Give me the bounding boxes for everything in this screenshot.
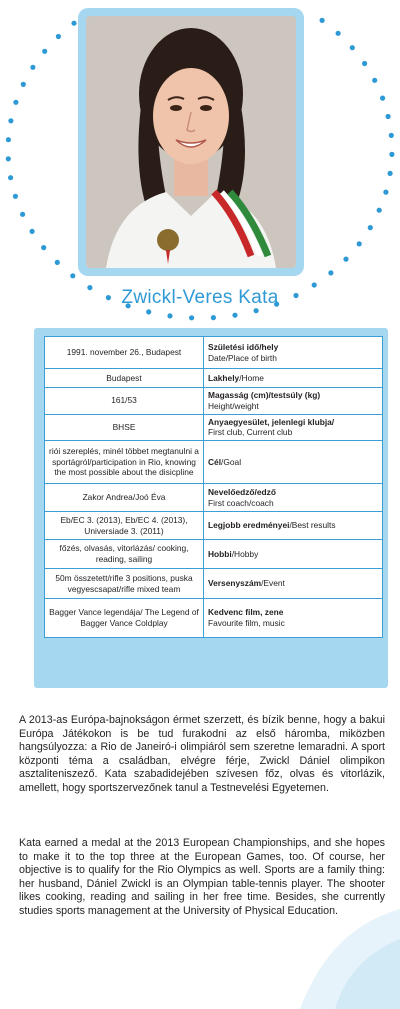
fact-label-hu: Lakhely <box>208 372 240 383</box>
fact-label-en: /Home <box>239 372 264 383</box>
decoration-dot <box>368 225 373 230</box>
decoration-dot <box>8 118 13 123</box>
fact-label-en: /Hobby <box>231 548 259 559</box>
decoration-dot <box>211 315 216 320</box>
fact-value: Zakor Andrea/Joó Éva <box>45 484 204 512</box>
decoration-dot <box>189 315 194 320</box>
fact-row <box>45 512 383 540</box>
decoration-dot <box>55 260 60 265</box>
wave-decoration <box>240 889 400 1009</box>
fact-row <box>45 414 383 441</box>
fact-value: 1991. november 26., Budapest <box>45 337 204 369</box>
fact-value: riói szereplés, minél többet megtanulni a sportágról/participation in Rio, knowing the most possible about the disicpline <box>45 441 204 484</box>
fact-value: Budapest <box>45 369 204 388</box>
fact-label <box>204 388 383 415</box>
fact-label <box>204 369 383 388</box>
fact-row <box>45 540 383 569</box>
decoration-dot <box>13 194 18 199</box>
decoration-dot <box>6 137 11 142</box>
decoration-dot <box>320 18 325 23</box>
fact-row <box>45 599 383 638</box>
athlete-photo <box>86 16 296 268</box>
decoration-dot <box>232 313 237 318</box>
decoration-dot <box>41 245 46 250</box>
fact-label-en: First club, Current club <box>208 427 293 438</box>
fact-row <box>45 369 383 388</box>
decoration-dot <box>167 313 172 318</box>
fact-label-hu: Nevelőedző/edző <box>208 486 276 497</box>
fact-label-hu: Anyaegyesület, jelenlegi klubja/ <box>208 416 335 427</box>
decoration-dot <box>377 208 382 213</box>
decoration-dot <box>343 257 348 262</box>
fact-value: BHSE <box>45 414 204 441</box>
fact-row <box>45 484 383 512</box>
decoration-dot <box>30 65 35 70</box>
fact-label <box>204 441 383 484</box>
fact-label <box>204 569 383 599</box>
bio-hungarian: A 2013-as Európa-bajnokságon érmet szerzett, és bízik benne, hogy a bakui Európa Játékokon is be tud furakodni az első háromba, miközben hangsúlyozza: a Rio de Janeiró-i olimpiáról sem szeretne lemaradni. A sport központi téma a családban, elvégre férje, Zwickl Dániel olimpikon asztaliteniszező. Kata szabadidejében szívesen főz, olvas és vitorlázik, amellett, hogy sportszervezőnek tanul a Testnevelési Egyetemen. <box>19 714 385 794</box>
decoration-dot <box>350 45 355 50</box>
fact-label <box>204 484 383 512</box>
bio-english: Kata earned a medal at the 2013 European Championships, and she hopes to make it to the top three at the European Games, too. Of course, her objective is to qualify for the Rio Olympics as well. Sports are a family thing: her husband, Dániel Zwickl is an Olympian table-tennis player. The shooter likes cooking, reading and sailing in her free time. Besides, she currently studies sports management at the University of Physical Education. <box>19 837 385 917</box>
fact-label-en: Favourite film, music <box>208 618 285 628</box>
decoration-dot <box>29 229 34 234</box>
fact-row <box>45 569 383 599</box>
fact-value: 161/53 <box>45 388 204 415</box>
fact-row <box>45 337 383 369</box>
fact-label <box>204 414 383 441</box>
decoration-dot <box>388 171 393 176</box>
decoration-dot <box>357 241 362 246</box>
fact-label <box>204 512 383 540</box>
decoration-dot <box>21 82 26 87</box>
fact-label-en: First coach/coach <box>208 497 274 508</box>
decoration-dot <box>146 309 151 314</box>
fact-label-hu: Kedvenc film, zene <box>208 607 284 618</box>
fact-value: főzés, olvasás, vitorlázás/ cooking, reading, sailing <box>45 540 204 569</box>
decoration-dot <box>42 49 47 54</box>
athlete-name: Zwickl-Veres Kata <box>121 287 279 308</box>
decoration-dot <box>6 156 11 161</box>
decoration-dot <box>336 31 341 36</box>
fact-label <box>204 337 383 369</box>
decoration-dot <box>383 190 388 195</box>
fact-value: 50m összetett/rifle 3 positions, puska vegyescsapat/rifle mixed team <box>45 569 204 599</box>
fact-label <box>204 540 383 569</box>
decoration-dot <box>13 100 18 105</box>
decoration-dot <box>386 114 391 119</box>
decoration-dot <box>380 96 385 101</box>
decoration-dot <box>20 212 25 217</box>
decoration-dot <box>56 34 61 39</box>
fact-label-hu: Legjobb eredményei <box>208 520 290 531</box>
decoration-dot <box>70 273 75 278</box>
fact-label-hu: Cél <box>208 456 222 467</box>
fact-label-hu: Születési idő/hely <box>208 341 279 352</box>
decoration-dot <box>362 61 367 66</box>
fact-label-en: Height/weight <box>208 400 259 411</box>
fact-label-hu: Hobbi <box>208 548 232 559</box>
fact-label <box>204 599 383 638</box>
fact-value: Bagger Vance legendája/ The Legend of Bagger Vance Coldplay <box>45 599 204 638</box>
fact-label-en: /Goal <box>221 456 242 467</box>
decoration-dot <box>328 270 333 275</box>
decoration-dot <box>372 78 377 83</box>
fact-label-en: /Event <box>261 578 285 589</box>
fact-label-hu: Versenyszám <box>208 578 262 589</box>
decoration-dot <box>389 152 394 157</box>
facts-table <box>44 336 383 638</box>
decoration-dot <box>8 175 13 180</box>
fact-row <box>45 441 383 484</box>
fact-label-hu: Magasság (cm)/testsúly (kg) <box>208 390 321 400</box>
decoration-dot <box>389 133 394 138</box>
fact-label-en: Date/Place of birth <box>208 352 277 363</box>
fact-label-en: /Best results <box>289 520 336 531</box>
fact-value: Eb/EC 3. (2013), Eb/EC 4. (2013), Universiade 3. (2011) <box>45 512 204 540</box>
fact-row <box>45 388 383 415</box>
decoration-dot <box>71 21 76 26</box>
